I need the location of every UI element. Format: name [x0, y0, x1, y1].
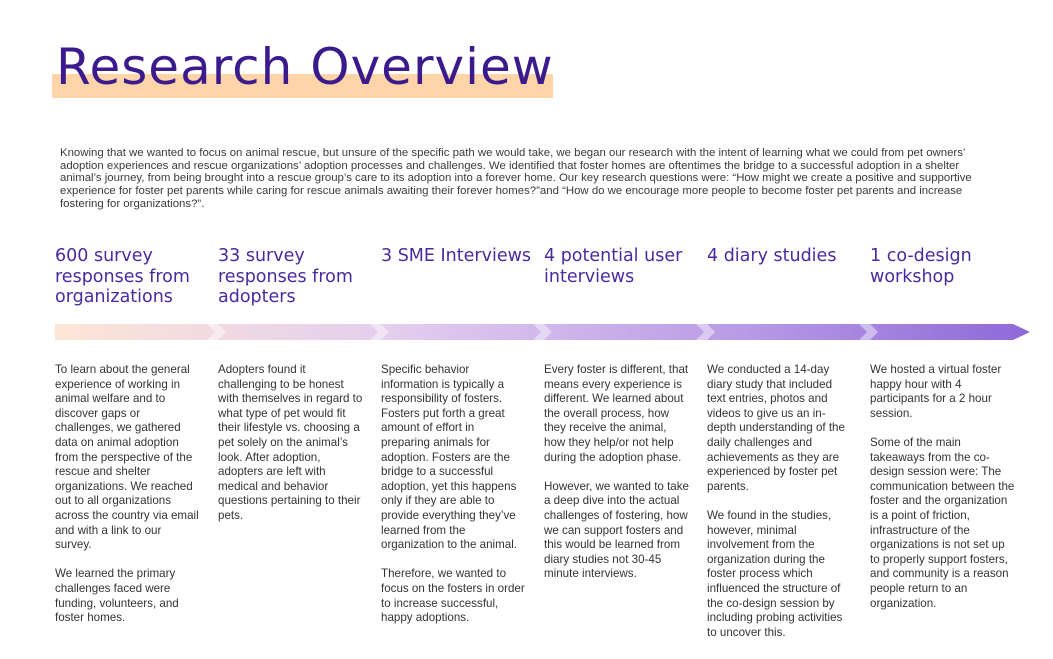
column-paragraph: Some of the main takeaways from the co-design session were: The communication between the foster and the organization is a point of friction, infrastructure of the organizations is not set up to properly support fosters, and community is a reason people return to an organization.: [870, 435, 1015, 610]
column-paragraph: We learned the primary challenges faced were funding, volunteers, and foster homes.: [55, 567, 179, 625]
column-paragraph: Adopters found it challenging to be honest with themselves in regard to what type of pet would fit their lifestyle vs. choosing a pet solely on the animal’s look. After adoption, adopters are left with medical and behavior questions pertaining to their pets.: [218, 363, 363, 522]
column-paragraph: Therefore, we wanted to focus on the fosters in order to increase successful, happy adoptions.: [381, 567, 525, 625]
column-paragraph: We conducted a 14-day diary study that included text entries, photos and videos to give us an in-depth understanding of the daily challenges and achievements as they are experienced by foster pet parents.: [707, 363, 845, 493]
stats-row: [55, 246, 1045, 316]
stat-heading-surveys-organizations: 600 survey responses from organizations: [55, 246, 190, 307]
column-codesign-workshop: [870, 363, 1015, 611]
column-surveys-organizations: [55, 363, 200, 626]
stat-heading-diary-studies: 4 diary studies: [707, 246, 837, 266]
column-paragraph: Every foster is different, that means every experience is different. We learned about the overall process, how they receive the animal, how they help/or not help during the adoption phase.: [544, 363, 689, 464]
title-block: [52, 32, 554, 102]
stat-heading-user-interviews: 4 potential user interviews: [544, 246, 683, 287]
column-paragraph: Specific behavior information is typically a responsibility of fosters. Fosters put forth a great amount of effort in preparing animals for adoption. Fosters are the bridge to a successful adoption, yet this happens only if they are able to provide everything they’ve learned from the organization to the animal.: [381, 363, 517, 552]
column-user-interviews: [544, 363, 689, 582]
column-diary-studies: [707, 363, 852, 640]
intro-paragraph: Knowing that we wanted to focus on animal rescue, but unsure of the specific path we would take, we began our research with the intent of learning what we could from pet owners’ adoption experiences and rescue organizations’ adoption processes and challenges. We identified that foster homes are oftentimes the bridge to a successful adoption in a shelter animal’s journey, from being brought into a rescue group’s care to its adoption into a forever home. Our key research questions were: “How might we create a positive and supportive experience for foster pet parents while caring for rescue animals awaiting their forever homes?”and “How do we encourage more people to become foster pet parents and increase fostering for organizations?”.: [60, 147, 972, 210]
column-paragraph: We hosted a virtual foster happy hour with 4 participants for a 2 hour session.: [870, 363, 1002, 420]
stat-heading-surveys-adopters: 33 survey responses from adopters: [218, 246, 353, 307]
column-paragraph: We found in the studies, however, minimal involvement from the organization during the foster process which influenced the structure of the co-design session by including probing activities to uncover this.: [707, 508, 843, 639]
page-title: Research Overview: [56, 38, 554, 96]
column-surveys-adopters: [218, 363, 363, 524]
stat-heading-codesign-workshop: 1 co-design workshop: [870, 246, 972, 287]
column-paragraph: However, we wanted to take a deep dive into the actual challenges of fostering, how we can support fosters and this would be learned from diary studies not 30-45 minute interviews.: [544, 479, 690, 581]
column-paragraph: To learn about the general experience of working in animal welfare and to discover gaps or challenges, we gathered data on animal adoption from the perspective of the rescue and shelter organizations. We reached out to all organizations across the country via email and with a link to our survey.: [55, 363, 199, 552]
column-sme-interviews: [381, 363, 526, 626]
timeline-arrow: [55, 321, 1030, 343]
stat-heading-sme-interviews: 3 SME Interviews: [381, 246, 532, 266]
